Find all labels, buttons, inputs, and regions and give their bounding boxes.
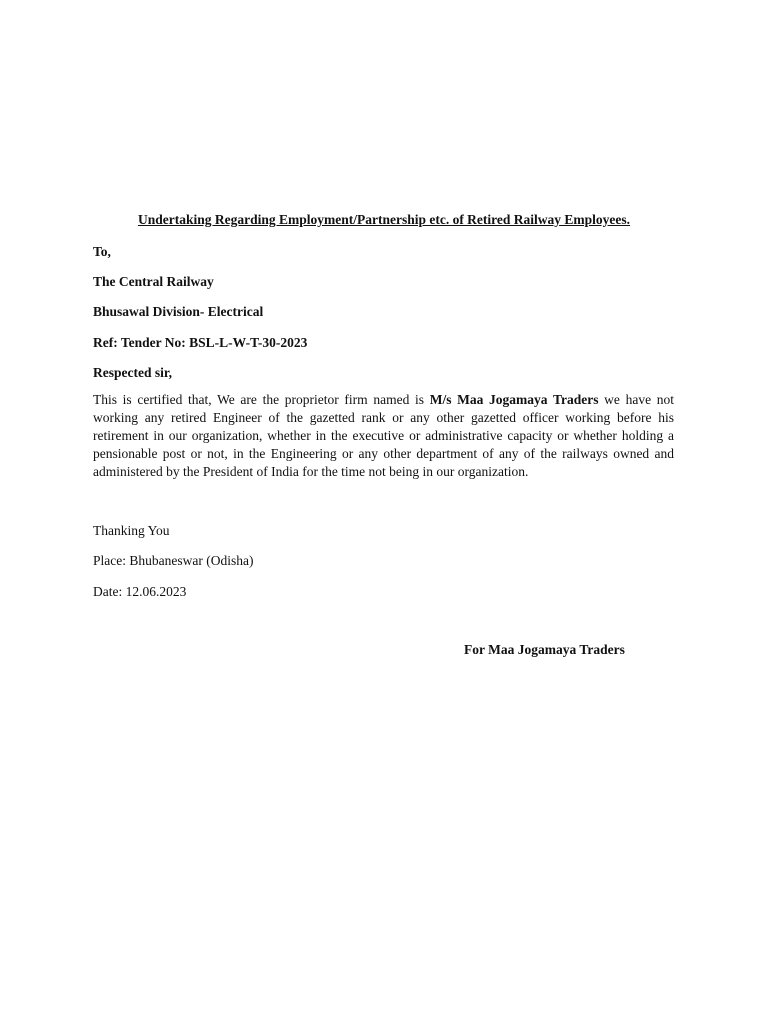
- paragraph-intro: This is certified that, We are the proprietor firm named is: [93, 392, 430, 407]
- tender-reference: Ref: Tender No: BSL-L-W-T-30-2023: [93, 335, 308, 350]
- document-title: Undertaking Regarding Employment/Partnership etc. of Retired Railway Employees.: [137, 212, 631, 227]
- place-line: Place: Bhubaneswar (Odisha): [93, 553, 254, 568]
- date-line: Date: 12.06.2023: [93, 584, 187, 599]
- recipient-line-2: Bhusawal Division- Electrical: [93, 304, 264, 319]
- closing-line: Thanking You: [93, 523, 170, 538]
- signature-block: For Maa Jogamaya Traders: [464, 642, 625, 657]
- paragraph-rest: we have not working any retired Engineer of the gazetted rank or any other gazetted officer working before his retirement in our organization, whether in the executive or administrative capacity or whether holding a pensionable post or not, in the Engineering or any other department of any of the railways owned and administered by the President of India for the time not being in our organization.: [93, 392, 675, 479]
- salutation-to: To,: [93, 244, 111, 259]
- greeting: Respected sir,: [93, 365, 172, 380]
- firm-name: M/s Maa Jogamaya Traders: [429, 392, 599, 407]
- recipient-line-1: The Central Railway: [93, 274, 214, 289]
- certification-paragraph: [93, 391, 674, 481]
